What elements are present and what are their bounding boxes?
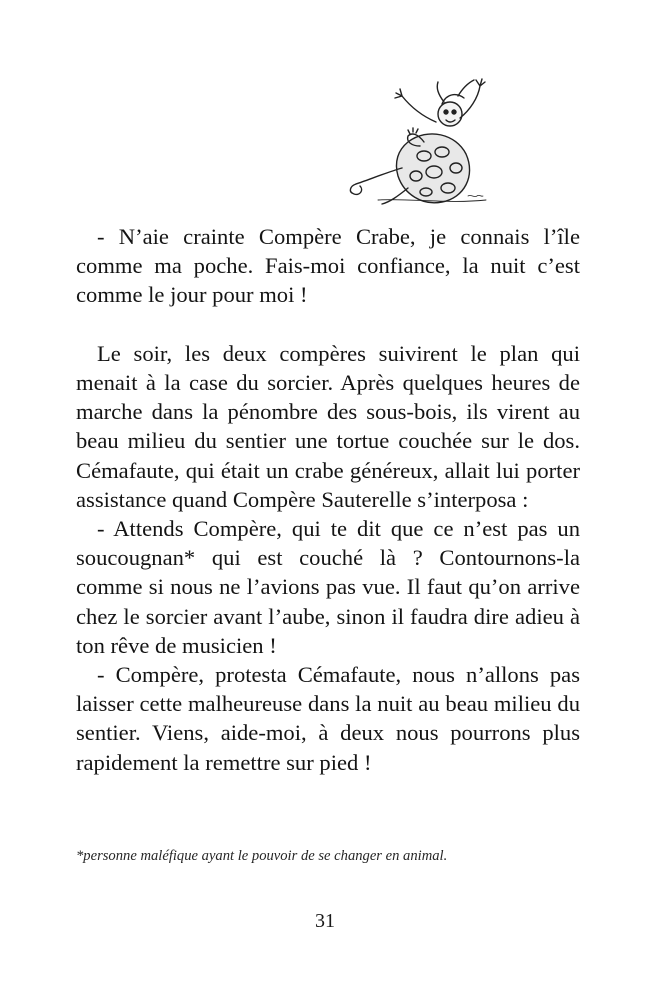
footnote: *personne maléfique ayant le pouvoir de se changer en animal. [76, 848, 448, 864]
page-number: 31 [315, 910, 335, 932]
tortoise-on-back-illustration-icon [338, 72, 490, 210]
paragraph-dialogue-1: - N’aie crainte Compère Crabe, je connais l’île comme ma poche. Fais-moi confiance, la nuit c’est comme le jour pour moi ! [76, 224, 580, 308]
paragraph-narration: Le soir, les deux compères suivirent le plan qui menait à la case du sorcier. Après quelques heures de marche dans la pénombre des sous-bois, ils virent au beau milieu du sentier une tortue couchée sur le dos. Cémafaute, qui était un crabe généreux, allait lui porter assistance quand Compère Sauterelle s’interposa : [76, 340, 580, 512]
paragraph-dialogue-3: - Compère, protesta Cémafaute, nous n’allons pas laisser cette malheureuse dans la nuit au beau milieu du sentier. Viens, aide-moi, à deux nous pourrons plus rapidement la remettre sur pied ! [76, 662, 580, 775]
body-text [76, 222, 580, 777]
paragraph-dialogue-2: - Attends Compère, qui te dit que ce n’est pas un soucougnan* qui est couché là ? Contournons-la comme si nous ne l’avions pas vue. Il faut qu’on arrive chez le sorcier avant l’aube, sinon il faudra dire adieu à ton rêve de musicien ! [76, 516, 580, 658]
